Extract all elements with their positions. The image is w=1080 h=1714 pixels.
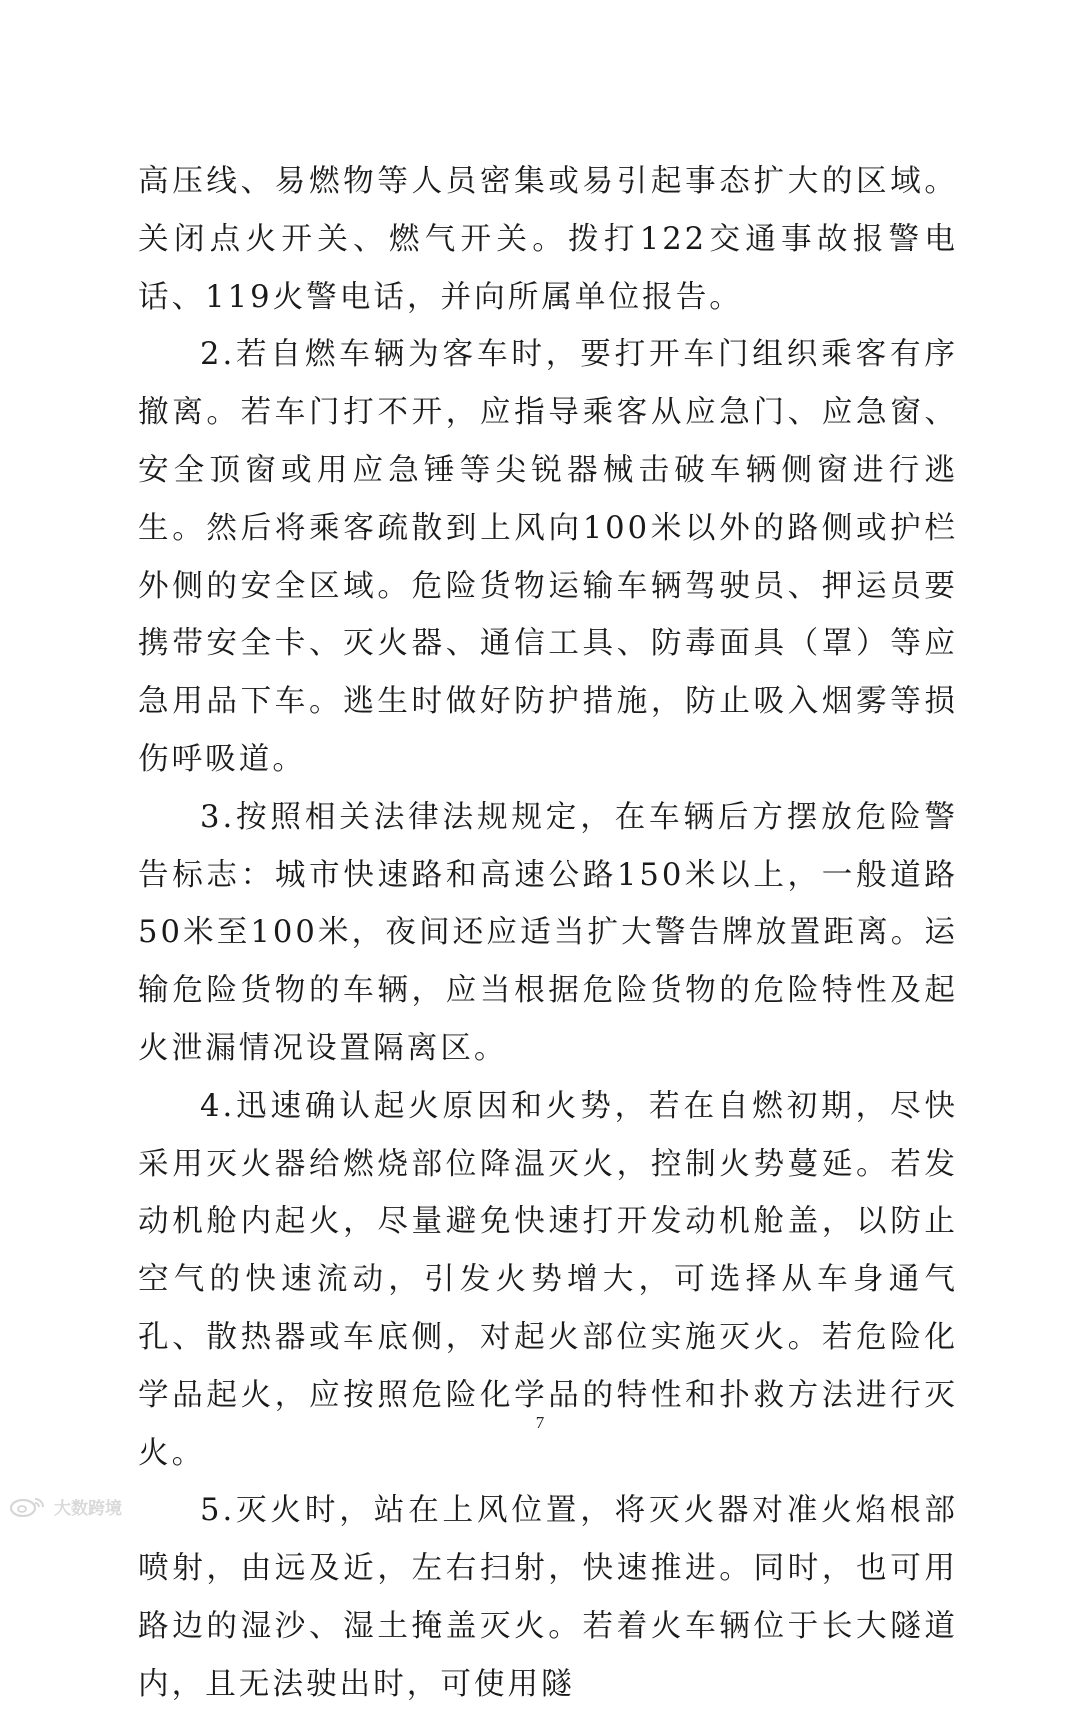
watermark <box>8 1491 122 1521</box>
paragraph-continuation: 高压线、易燃物等人员密集或易引起事态扩大的区域。关闭点火开关、燃气开关。拨打122交通事故报警电话、119火警电话，并向所属单位报告。 <box>138 164 958 315</box>
watermark-text: 大数跨境 <box>54 1498 122 1519</box>
paragraph-item-2: 2.若自燃车辆为客车时，要打开车门组织乘客有序撤离。若车门打不开，应指导乘客从应急门、应急窗、安全顶窗或用应急锤等尖锐器械击破车辆侧窗进行逃生。然后将乘客疏散到上风向100米以外的路侧或护栏外侧的安全区域。危险货物运输车辆驾驶员、押运员要携带安全卡、灭火器、通信工具、防毒面具（罩）等应急用品下车。逃生时做好防护措施，防止吸入烟雾等损伤呼吸道。 <box>138 337 958 777</box>
paragraph-item-3: 3.按照相关法律法规规定，在车辆后方摆放危险警告标志：城市快速路和高速公路150米以上，一般道路50米至100米，夜间还应适当扩大警告牌放置距离。运输危险货物的车辆，应当根据危险货物的危险特性及起火泄漏情况设置隔离区。 <box>138 799 958 1066</box>
page-number: 7 <box>535 1413 545 1432</box>
paragraph-item-5: 5.灭火时，站在上风位置，将灭火器对准火焰根部喷射，由远及近，左右扫射，快速推进。同时，也可用路边的湿沙、湿土掩盖灭火。若着火车辆位于长大隧道内，且无法驶出时，可使用隧 <box>138 1493 958 1702</box>
weibo-logo-icon <box>8 1495 48 1517</box>
document-body <box>138 153 958 1714</box>
paragraph-item-4: 4.迅速确认起火原因和火势，若在自燃初期，尽快采用灭火器给燃烧部位降温灭火，控制火势蔓延。若发动机舱内起火，尽量避免快速打开发动机舱盖，以防止空气的快速流动，引发火势增大，可选择从车身通气孔、散热器或车底侧，对起火部位实施灭火。若危险化学品起火，应按照危险化学品的特性和扑救方法进行灭火。 <box>138 1088 958 1471</box>
